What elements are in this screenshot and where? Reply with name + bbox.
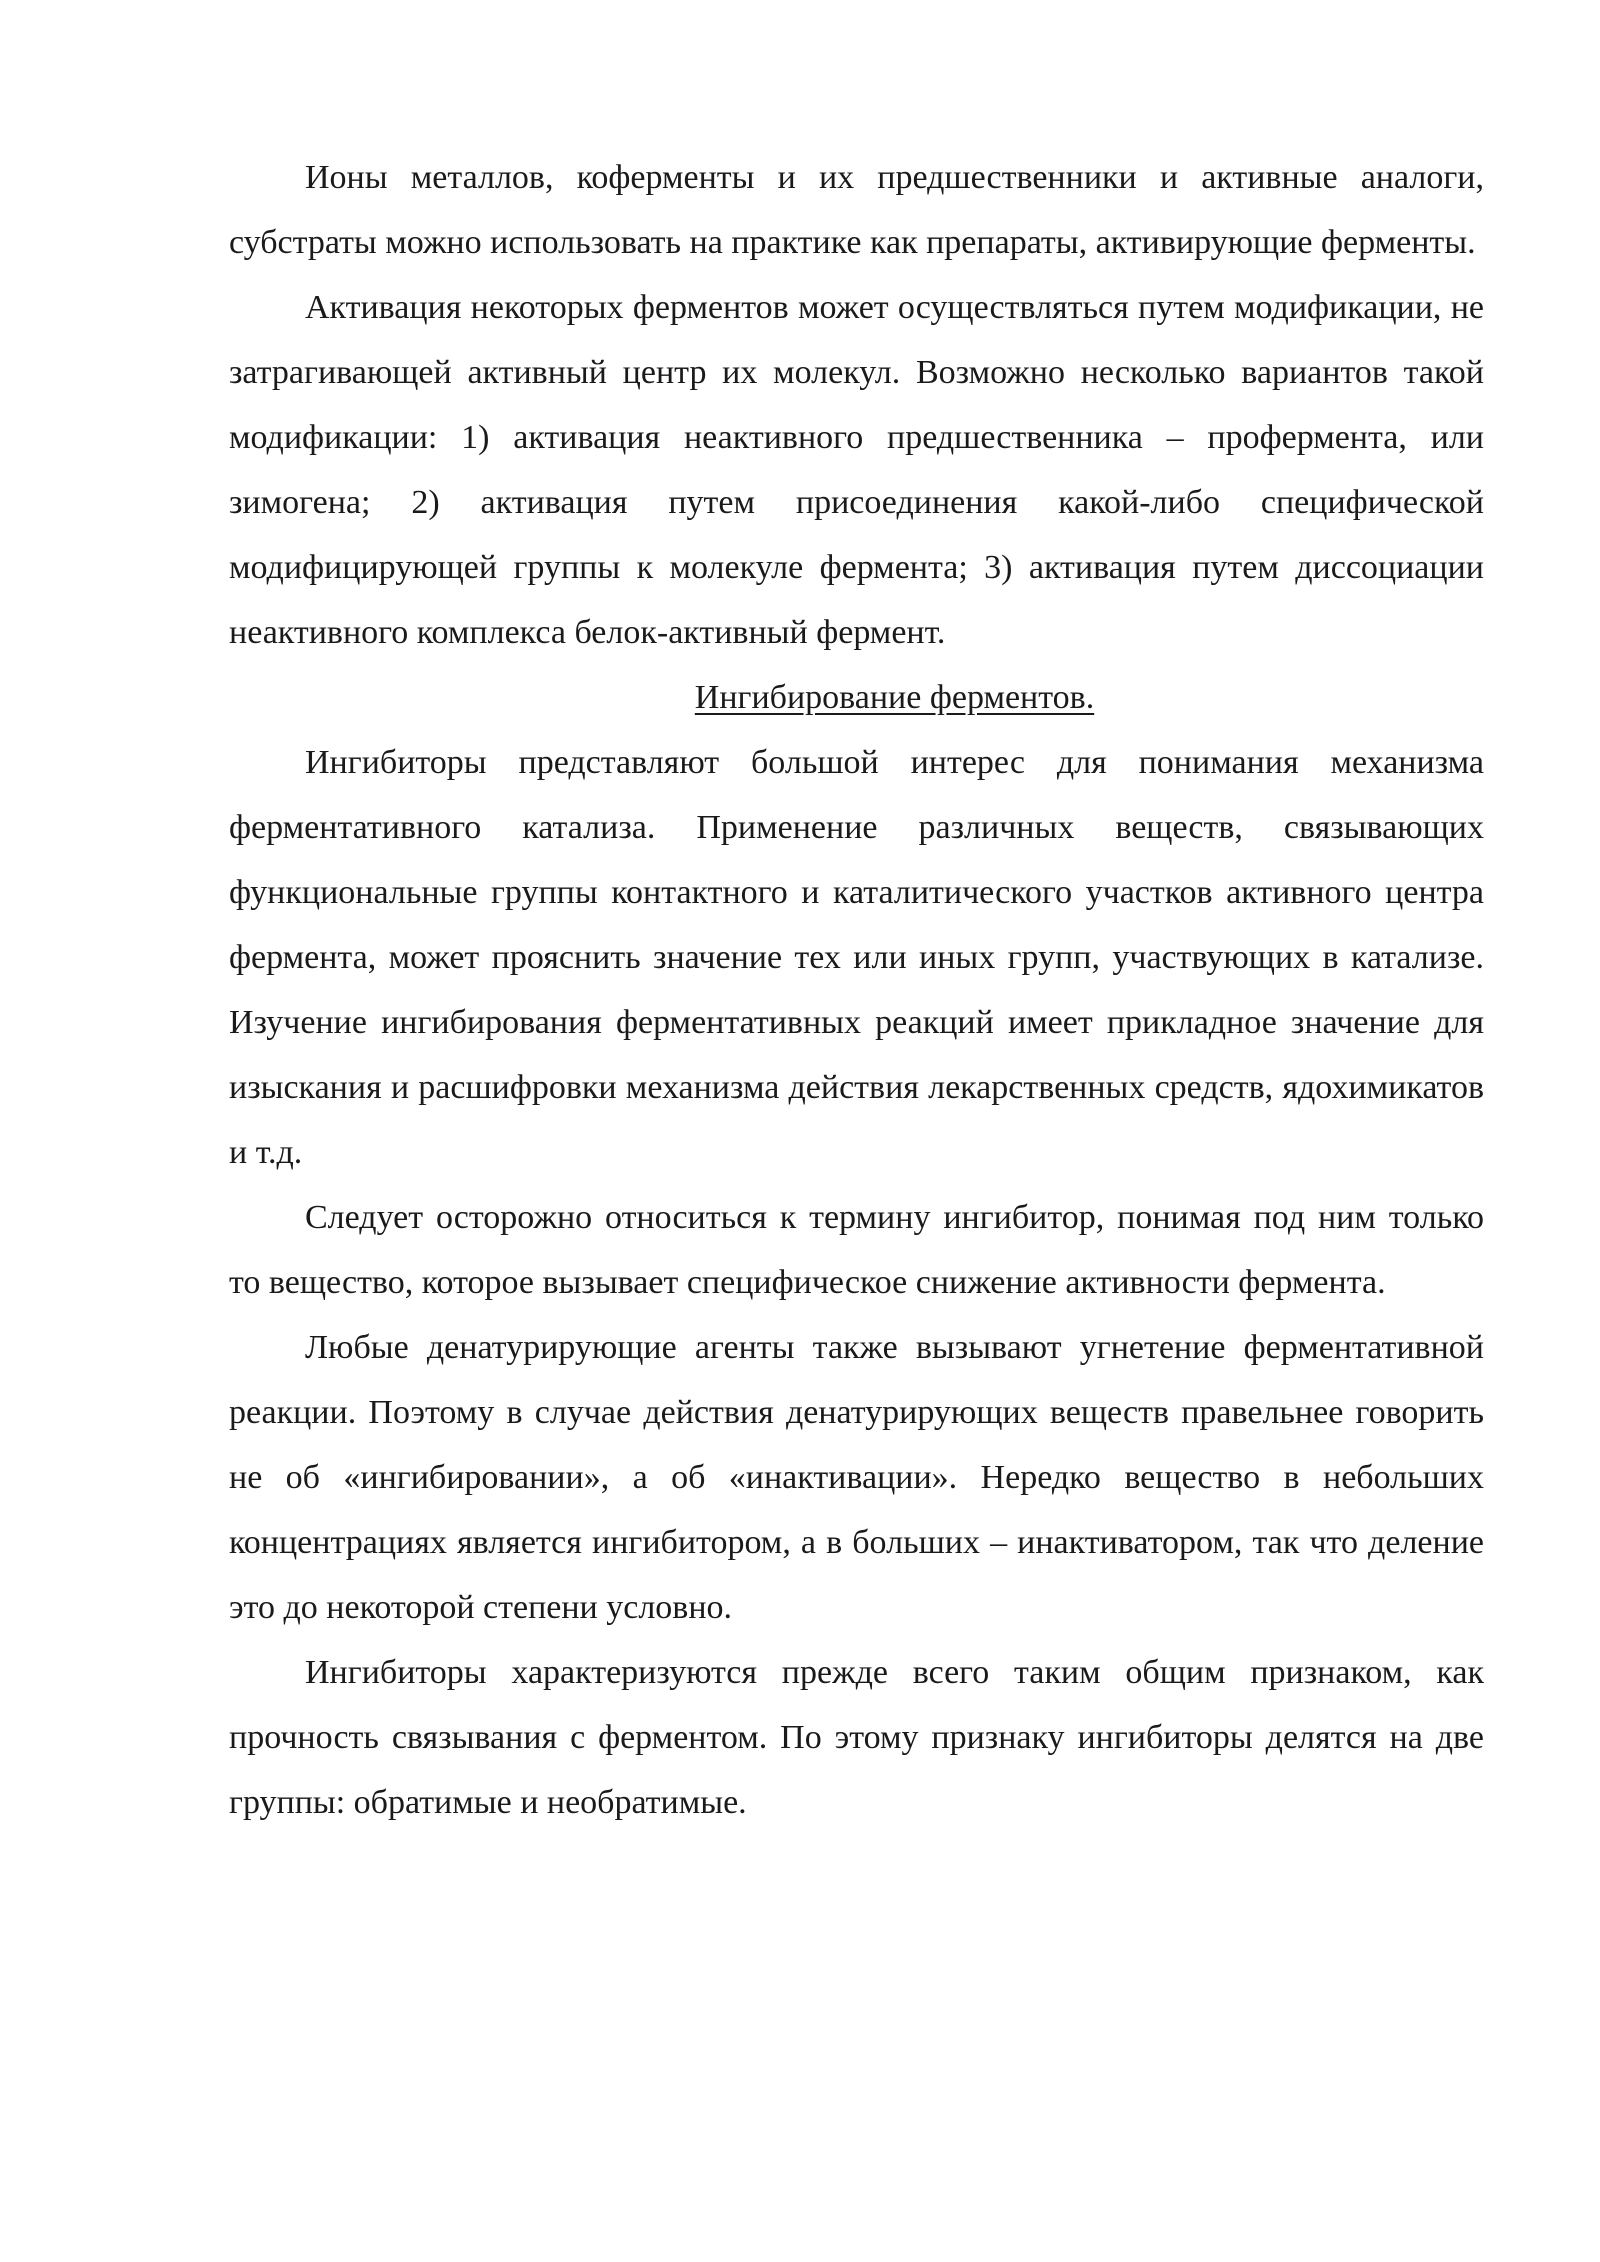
paragraph-activation-modification: Активация некоторых ферментов может осуществляться путем модификации, не затрагивающей активный центр их молекул. Возможно несколько вариантов такой модификации: 1) активация неактивного предшественника – профермента, или зимогена; 2) активация путем присоединения какой-либо специфической модифицирующей группы к молекуле фермента; 3) активация путем диссоциации неактивного комплекса белок-активный фермент. — [229, 289, 1484, 651]
paragraph-inhibitor-groups: Ингибиторы характеризуются прежде всего таким общим признаком, как прочность связывания с ферментом. По этому признаку ингибиторы делятся на две группы: обратимые и необратимые. — [229, 1654, 1484, 1821]
document-body — [229, 145, 1484, 1835]
section-heading-enzyme-inhibition: Ингибирование ферментов. — [694, 679, 1095, 716]
paragraph-inhibitors-interest: Ингибиторы представляют большой интерес для понимания механизма ферментативного катализа. Применение различных веществ, связывающих функциональные группы контактного и каталитического участков активного центра фермента, может прояснить значение тех или иных групп, участвующих в катализе. Изучение ингибирования ферментативных реакций имеет прикладное значение для изыскания и расшифровки механизма действия лекарственных средств, ядохимикатов и т.д. — [229, 744, 1484, 1171]
paragraph-denaturing-agents: Любые денатурирующие агенты также вызывают угнетение ферментативной реакции. Поэтому в случае действия денатурирующих веществ правельнее говорить не об «ингибировании», а об «инактивации». Нередко вещество в небольших концентрациях является ингибитором, а в больших – инактиватором, так что деление это до некоторой степени условно. — [229, 1329, 1484, 1626]
paragraph-activators-usage: Ионы металлов, коферменты и их предшественники и активные аналоги, субстраты можно использовать на практике как препараты, активирующие ферменты. — [229, 159, 1484, 261]
paragraph-inhibitor-term: Следует осторожно относиться к термину ингибитор, понимая под ним только то вещество, которое вызывает специфическое снижение активности фермента. — [229, 1199, 1484, 1301]
